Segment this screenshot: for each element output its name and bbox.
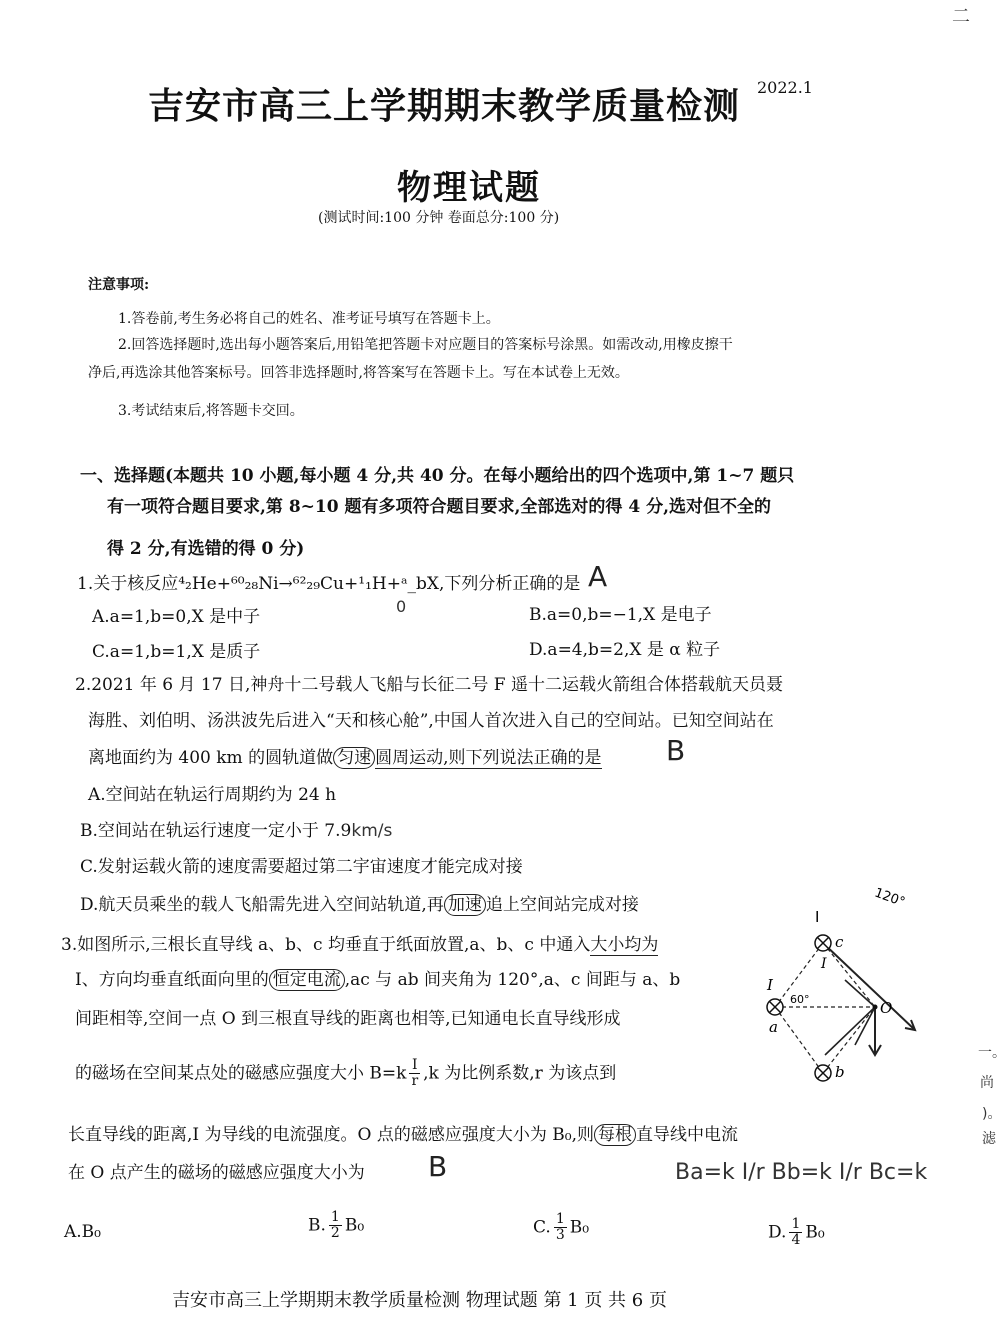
q3-option-d-fraction (789, 1217, 802, 1249)
subject-title: 物理试题 (397, 168, 541, 208)
q2-line3 (88, 743, 602, 768)
exam-title: 吉安市高三上学期期末教学质量检测 (148, 85, 741, 127)
section1-line2: 有一项符合题目要求,第 8~10 题有多项符合题目要求,全部选对的得 4 分,选对但不全的 (107, 497, 771, 517)
label-i-left: I (767, 976, 773, 994)
q3-line2-part-a: I、方向均垂直纸面向里的 (75, 970, 269, 990)
dashed-line-bo (823, 1007, 875, 1073)
q2-option-b-hand: km/s (351, 821, 393, 841)
field-arrow-4 (845, 980, 875, 1007)
notice-item-2b: 净后,再选涂其他答案标号。回答非选择题时,将答案写在答题卡上。写在本试卷上无效。 (88, 365, 629, 381)
wire-c-symbol (815, 935, 831, 951)
q3-wire-diagram (755, 880, 955, 1090)
field-arrow-3 (825, 1007, 875, 1055)
edge-mark-right-1: 一。 (978, 1045, 1006, 1061)
q2-line3-part-a: 离地面约为 400 km 的圆轨道做 (88, 748, 334, 768)
q3-option-d-label: D. (768, 1222, 787, 1243)
q3-line4-part-b: ,k 为比例系数,r 为该点到 (423, 1063, 617, 1084)
angle-note: 60° (790, 993, 810, 1006)
q1-answer-mark: A (588, 560, 608, 593)
label-i-top: I (815, 908, 820, 926)
label-i-mid: I (821, 956, 827, 972)
q3-line4 (75, 1058, 616, 1090)
q3-option-d-den: 4 (791, 1232, 801, 1249)
edge-mark-right-2: 尚 (980, 1075, 994, 1091)
q3-option-c-num: 1 (555, 1211, 565, 1227)
wire-a-symbol (767, 999, 783, 1015)
q3-line5-part-a: 长直导线的距离,I 为导线的电流强度。O 点的磁感应强度大小为 B₀,则 (68, 1125, 594, 1145)
q3-option-c-den: 3 (555, 1227, 565, 1244)
q3-formula-den: r (411, 1073, 419, 1090)
q2-answer-mark: B (666, 734, 686, 767)
q3-circled-current: 恒定电流 (269, 969, 345, 991)
q2-circled-uniform: 匀速 (333, 747, 375, 769)
q3-line3: 间距相等,空间一点 O 到三根直导线的距离也相等,已知通电长直导线形成 (75, 1009, 621, 1029)
q3-formula-fraction (409, 1058, 420, 1090)
q3-formula-num: I (409, 1058, 420, 1074)
label-a: a (769, 1018, 778, 1036)
q1-margin-mark: 0 (396, 597, 407, 616)
q3-option-a: A.B₀ (64, 1222, 101, 1242)
q2-option-a: A.空间站在轨运行周期约为 24 h (88, 785, 337, 805)
q2-option-c: C.发射运载火箭的速度需要超过第二宇宙速度才能完成对接 (80, 857, 523, 877)
q2-circled-accelerate: 加速 (444, 894, 486, 916)
section1-line1: 一、选择题(本题共 10 小题,每小题 4 分,共 40 分。在每小题给出的四个选项中,第 1~7 题只 (80, 466, 795, 486)
notice-item-1: 1.答卷前,考生务必将自己的姓名、准考证号填写在答题卡上。 (118, 311, 500, 327)
q3-option-b-den: 2 (330, 1225, 340, 1242)
label-o: O (880, 999, 893, 1017)
q2-line1: 2.2021 年 6 月 17 日,神舟十二号载人飞船与长征二号 F 遥十二运载火箭组合体搭载航天员聂 (75, 675, 783, 695)
page-footer: 吉安市高三上学期期末教学质量检测 物理试题 第 1 页 共 6 页 (172, 1290, 667, 1311)
q3-line1 (61, 930, 658, 955)
q3-option-d (768, 1217, 825, 1249)
q1-option-d: D.a=4,b=2,X 是 α 粒子 (529, 640, 721, 660)
q3-option-c (533, 1212, 589, 1244)
q3-line5-part-c: 直导线中电流 (635, 1125, 738, 1145)
q2-option-b (80, 816, 392, 841)
q2-option-d-part-c: 追上空间站完成对接 (485, 895, 639, 915)
q3-circled-each: 每根 (594, 1124, 636, 1146)
q2-line3-part-c: 圆周运动,则下列说法正确的是 (375, 748, 602, 768)
edge-mark-right-4: 滤 (982, 1131, 996, 1147)
q2-option-d (80, 890, 639, 915)
section1-line3: 得 2 分,有选错的得 0 分) (107, 539, 305, 559)
label-b: b (835, 1063, 845, 1081)
q3-option-b-fraction (329, 1210, 342, 1242)
label-c: c (835, 933, 844, 951)
q3-option-d-num: 1 (791, 1216, 801, 1232)
q3-line2-part-c: ,ac 与 ab 间夹角为 120°,a、c 间距与 a、b (344, 970, 681, 990)
q3-line2 (75, 965, 680, 990)
q3-line1-part-a: 3.如图所示,三根长直导线 a、b、c 均垂直于纸面放置,a、b、c 中通入 (61, 935, 591, 955)
edge-mark-top-right: 二 (952, 6, 970, 27)
q3-answer-mark: B (428, 1150, 448, 1183)
test-info: (测试时间:100 分钟 卷面总分:100 分) (318, 210, 560, 226)
notice-title: 注意事项: (88, 277, 150, 293)
q3-option-d-value: B₀ (805, 1222, 825, 1243)
dashed-line-co (823, 943, 875, 1007)
q3-handwritten-formula: Ba=k I/r Bb=k I/r Bc=k (675, 1160, 928, 1185)
q3-line5 (68, 1120, 738, 1145)
corner-note: 120° (872, 885, 907, 911)
q3-option-c-value: B₀ (569, 1217, 590, 1238)
q1-stem: 1.关于核反应⁴₂He+⁶⁰₂₈Ni→⁶²₂₉Cu+¹₁H+ᵃ_bX,下列分析正确的是 (77, 574, 581, 594)
q3-option-b-num: 1 (330, 1209, 340, 1225)
q3-option-b-value: B₀ (344, 1215, 365, 1236)
q3-option-b (308, 1210, 364, 1242)
q1-option-a: A.a=1,b=0,X 是中子 (92, 607, 261, 627)
exam-date: 2022.1 (757, 78, 813, 97)
dashed-line-ab (775, 1007, 823, 1073)
q3-option-b-label: B. (308, 1215, 326, 1236)
notice-item-3: 3.考试结束后,将答题卡交回。 (118, 403, 304, 419)
q3-line6: 在 O 点产生的磁场的磁感应强度大小为 (68, 1163, 365, 1183)
notice-item-2a: 2.回答选择题时,选出每小题答案后,用铅笔把答题卡对应题目的答案标号涂黑。如需改动,用橡皮擦干 (118, 337, 733, 353)
q2-line2: 海胜、刘伯明、汤洪波先后进入“天和核心舱”,中国人首次进入自己的空间站。已知空间站在 (88, 711, 774, 731)
q2-option-b-text: B.空间站在轨运行速度一定小于 7.9 (80, 821, 352, 841)
q1-option-b: B.a=0,b=−1,X 是电子 (529, 605, 712, 625)
point-o (873, 1005, 878, 1010)
field-arrow-5 (855, 1007, 875, 1045)
q3-option-c-label: C. (533, 1217, 551, 1238)
wire-b-symbol (815, 1065, 831, 1081)
q2-option-d-part-a: D.航天员乘坐的载人飞船需先进入空间站轨道,再 (80, 895, 444, 915)
q3-underlined-magnitude: 大小均为 (590, 935, 659, 955)
q3-option-c-fraction (554, 1212, 567, 1244)
q3-line4-part-a: 的磁场在空间某点处的磁感应强度大小 B=k (75, 1063, 407, 1084)
q1-option-c: C.a=1,b=1,X 是质子 (92, 642, 261, 662)
edge-mark-right-3: )。 (982, 1106, 1002, 1122)
